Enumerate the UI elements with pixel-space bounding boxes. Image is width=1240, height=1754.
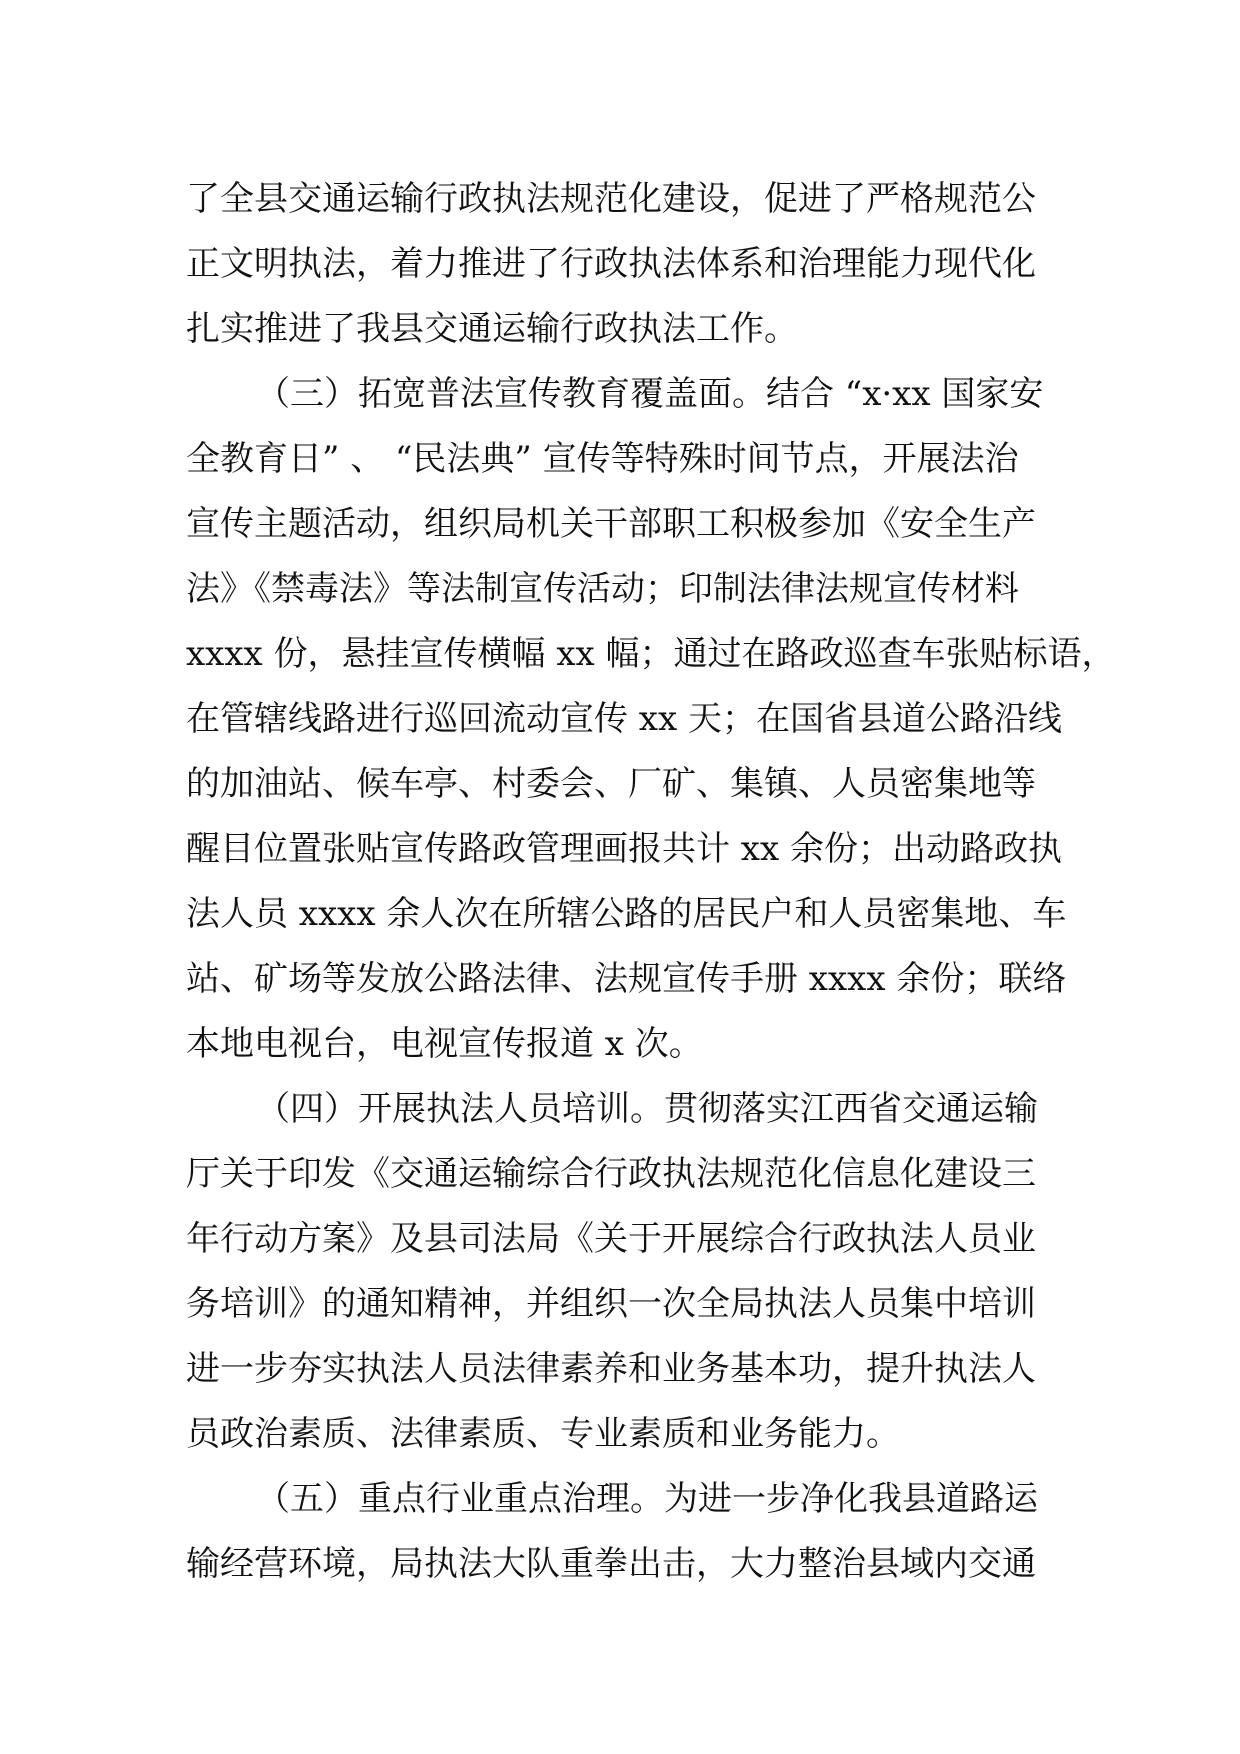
paragraph-heading-line: （三）拓宽普法宣传教育覆盖面。结合 “x·xx 国家安 — [256, 374, 1044, 414]
text-line: 输经营环境，局执法大队重拳出击，大力整治县域内交通 — [186, 1544, 1036, 1584]
text-line: 醒目位置张贴宣传路政管理画报共计 xx 余份；出动路政执 — [186, 829, 1062, 869]
text-line: 宣传主题活动，组织局机关干部职工积极参加《安全生产 — [186, 504, 1036, 544]
text-line: 厅关于印发《交通运输综合行政执法规范化信息化建设三 — [186, 1154, 1036, 1194]
text-line: 的加油站、候车亭、村委会、厂矿、集镇、人员密集地等 — [186, 764, 1036, 804]
paragraph-heading-line: （五）重点行业重点治理。为进一步净化我县道路运 — [256, 1479, 1038, 1519]
text-line: 扎实推进了我县交通运输行政执法工作。 — [186, 309, 798, 349]
text-line: 站、矿场等发放公路法律、法规宣传手册 xxxx 余份；联络 — [186, 959, 1067, 999]
text-line: 正文明执法，着力推进了行政执法体系和治理能力现代化 — [186, 244, 1036, 284]
text-line: 全教育日” 、 “民法典” 宣传等特殊时间节点，开展法治 — [186, 439, 1019, 479]
text-line: 员政治素质、法律素质、专业素质和业务能力。 — [186, 1414, 900, 1454]
text-line: 法人员 xxxx 余人次在所辖公路的居民户和人员密集地、车 — [186, 894, 1067, 934]
text-line: 进一步夯实执法人员法律素养和业务基本功，提升执法人 — [186, 1349, 1036, 1389]
text-line: 了全县交通运输行政执法规范化建设，促进了严格规范公 — [186, 179, 1036, 219]
text-line: 年行动方案》及县司法局《关于开展综合行政执法人员业 — [186, 1219, 1036, 1259]
text-line: 在管辖线路进行巡回流动宣传 xx 天；在国省县道公路沿线 — [186, 699, 1062, 739]
text-line: 本地电视台，电视宣传报道 x 次。 — [186, 1024, 703, 1064]
text-line: 务培训》的通知精神，并组织一次全局执法人员集中培训 — [186, 1284, 1036, 1324]
paragraph-heading-line: （四）开展执法人员培训。贯彻落实江西省交通运输 — [256, 1089, 1038, 1129]
document-body — [186, 167, 1116, 1597]
text-line: 法》《禁毒法》等法制宣传活动；印制法律法规宣传材料 — [186, 569, 1019, 609]
text-line: xxxx 份，悬挂宣传横幅 xx 幅；通过在路政巡查车张贴标语， — [186, 634, 1116, 674]
